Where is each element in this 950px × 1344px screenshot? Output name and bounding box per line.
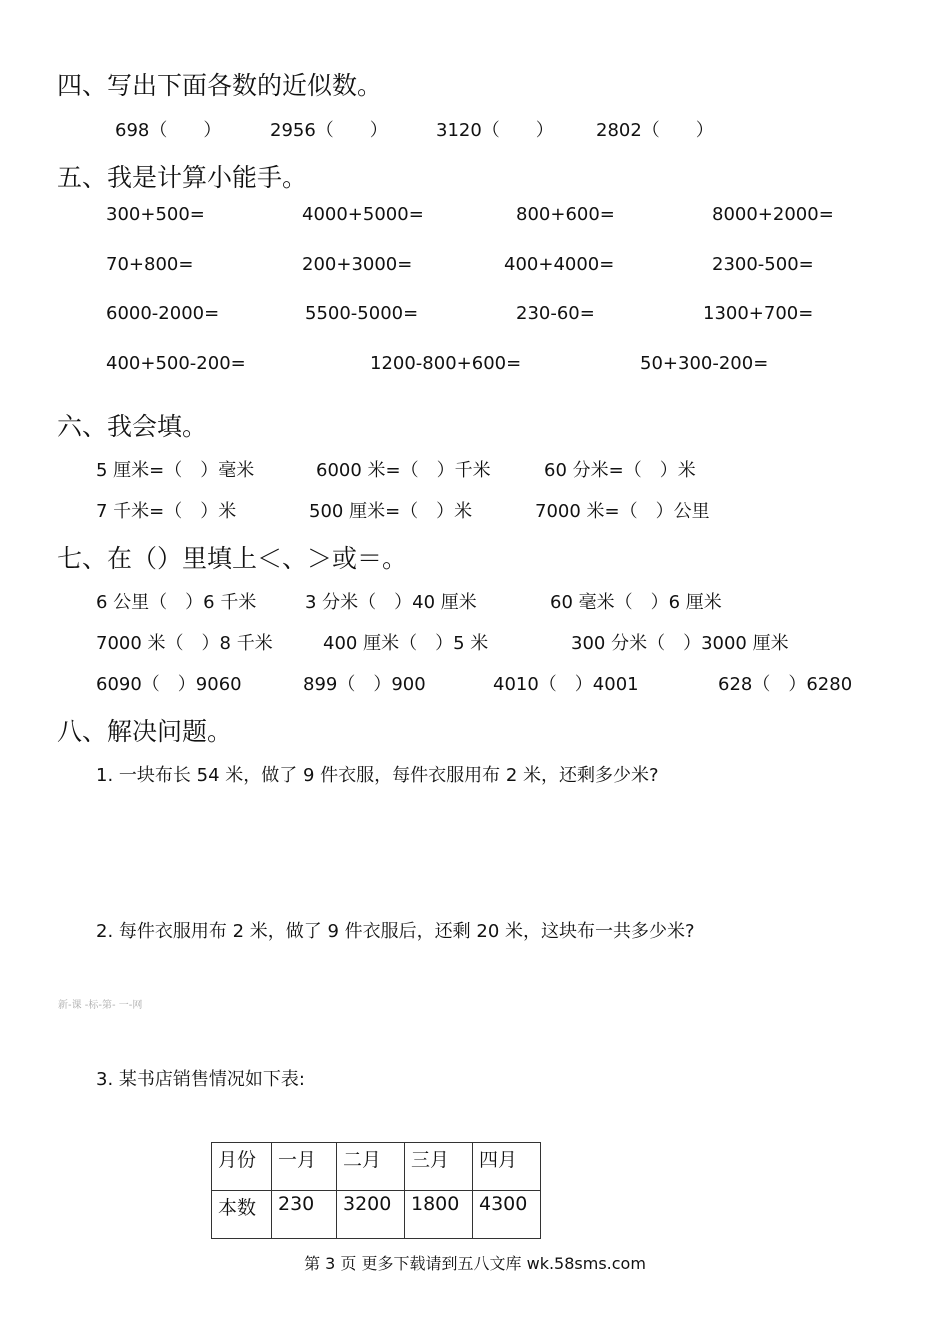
compare-item: 400 厘米（ ）5 米 (323, 633, 489, 654)
approx-item: 3120（ ） (436, 120, 554, 141)
watermark: 新-课 -标-第- 一-网 (58, 1000, 143, 1011)
fill-item: 7 千米=（ ）米 (96, 501, 237, 522)
table-cell: 3200 (337, 1191, 405, 1239)
compare-item: 60 毫米（ ）6 厘米 (550, 592, 722, 613)
calc-item: 70+800= (106, 254, 194, 275)
section-7-heading: 七、在（）里填上＜、＞或＝。 (57, 544, 408, 573)
compare-item: 7000 米（ ）8 千米 (96, 633, 273, 654)
calc-item: 8000+2000= (712, 204, 834, 225)
compare-item: 6 公里（ ）6 千米 (96, 592, 257, 613)
compare-item: 300 分米（ ）3000 厘米 (571, 633, 789, 654)
compare-item: 628（ ）6280 (718, 674, 853, 695)
table-cell: 二月 (337, 1143, 405, 1191)
calc-item: 2300-500= (712, 254, 814, 275)
fill-item: 7000 米=（ ）公里 (535, 501, 710, 522)
table-cell: 本数 (212, 1191, 272, 1239)
calc-item: 400+4000= (504, 254, 615, 275)
calc-item: 300+500= (106, 204, 205, 225)
table-cell: 1800 (405, 1191, 473, 1239)
sales-table (211, 1142, 541, 1239)
section-8-heading: 八、解决问题。 (57, 717, 233, 746)
approx-item: 2802（ ） (596, 120, 714, 141)
problem-1: 1. 一块布长 54 米，做了 9 件衣服，每件衣服用布 2 米，还剩多少米? (96, 765, 659, 786)
calc-item: 5500-5000= (305, 303, 419, 324)
calc-item: 4000+5000= (302, 204, 424, 225)
calc-item: 50+300-200= (640, 353, 769, 374)
approx-item: 2956（ ） (270, 120, 388, 141)
fill-item: 5 厘米=（ ）毫米 (96, 460, 255, 481)
compare-item: 899（ ）900 (303, 674, 426, 695)
table-cell: 月份 (212, 1143, 272, 1191)
fill-item: 6000 米=（ ）千米 (316, 460, 491, 481)
page-footer: 第 3 页 更多下载请到五八文库 wk.58sms.com (304, 1254, 646, 1273)
section-6-heading: 六、我会填。 (57, 412, 208, 441)
compare-item: 3 分米（ ）40 厘米 (305, 592, 477, 613)
calc-item: 200+3000= (302, 254, 413, 275)
section-4-heading: 四、写出下面各数的近似数。 (57, 71, 383, 100)
problem-3: 3. 某书店销售情况如下表: (96, 1069, 305, 1090)
table-cell: 4300 (473, 1191, 541, 1239)
compare-item: 4010（ ）4001 (493, 674, 639, 695)
approx-item: 698（ ） (115, 120, 222, 141)
table-row (212, 1143, 541, 1191)
calc-item: 800+600= (516, 204, 615, 225)
table-cell: 230 (272, 1191, 337, 1239)
section-5-heading: 五、我是计算小能手。 (57, 163, 308, 192)
fill-item: 500 厘米=（ ）米 (309, 501, 473, 522)
table-cell: 三月 (405, 1143, 473, 1191)
compare-item: 6090（ ）9060 (96, 674, 242, 695)
table-row (212, 1191, 541, 1239)
calc-item: 6000-2000= (106, 303, 220, 324)
problem-2: 2. 每件衣服用布 2 米，做了 9 件衣服后，还剩 20 米，这块布一共多少米? (96, 921, 695, 942)
table-cell: 一月 (272, 1143, 337, 1191)
table-cell: 四月 (473, 1143, 541, 1191)
calc-item: 1300+700= (703, 303, 814, 324)
calc-item: 400+500-200= (106, 353, 246, 374)
calc-item: 1200-800+600= (370, 353, 522, 374)
calc-item: 230-60= (516, 303, 595, 324)
fill-item: 60 分米=（ ）米 (544, 460, 696, 481)
